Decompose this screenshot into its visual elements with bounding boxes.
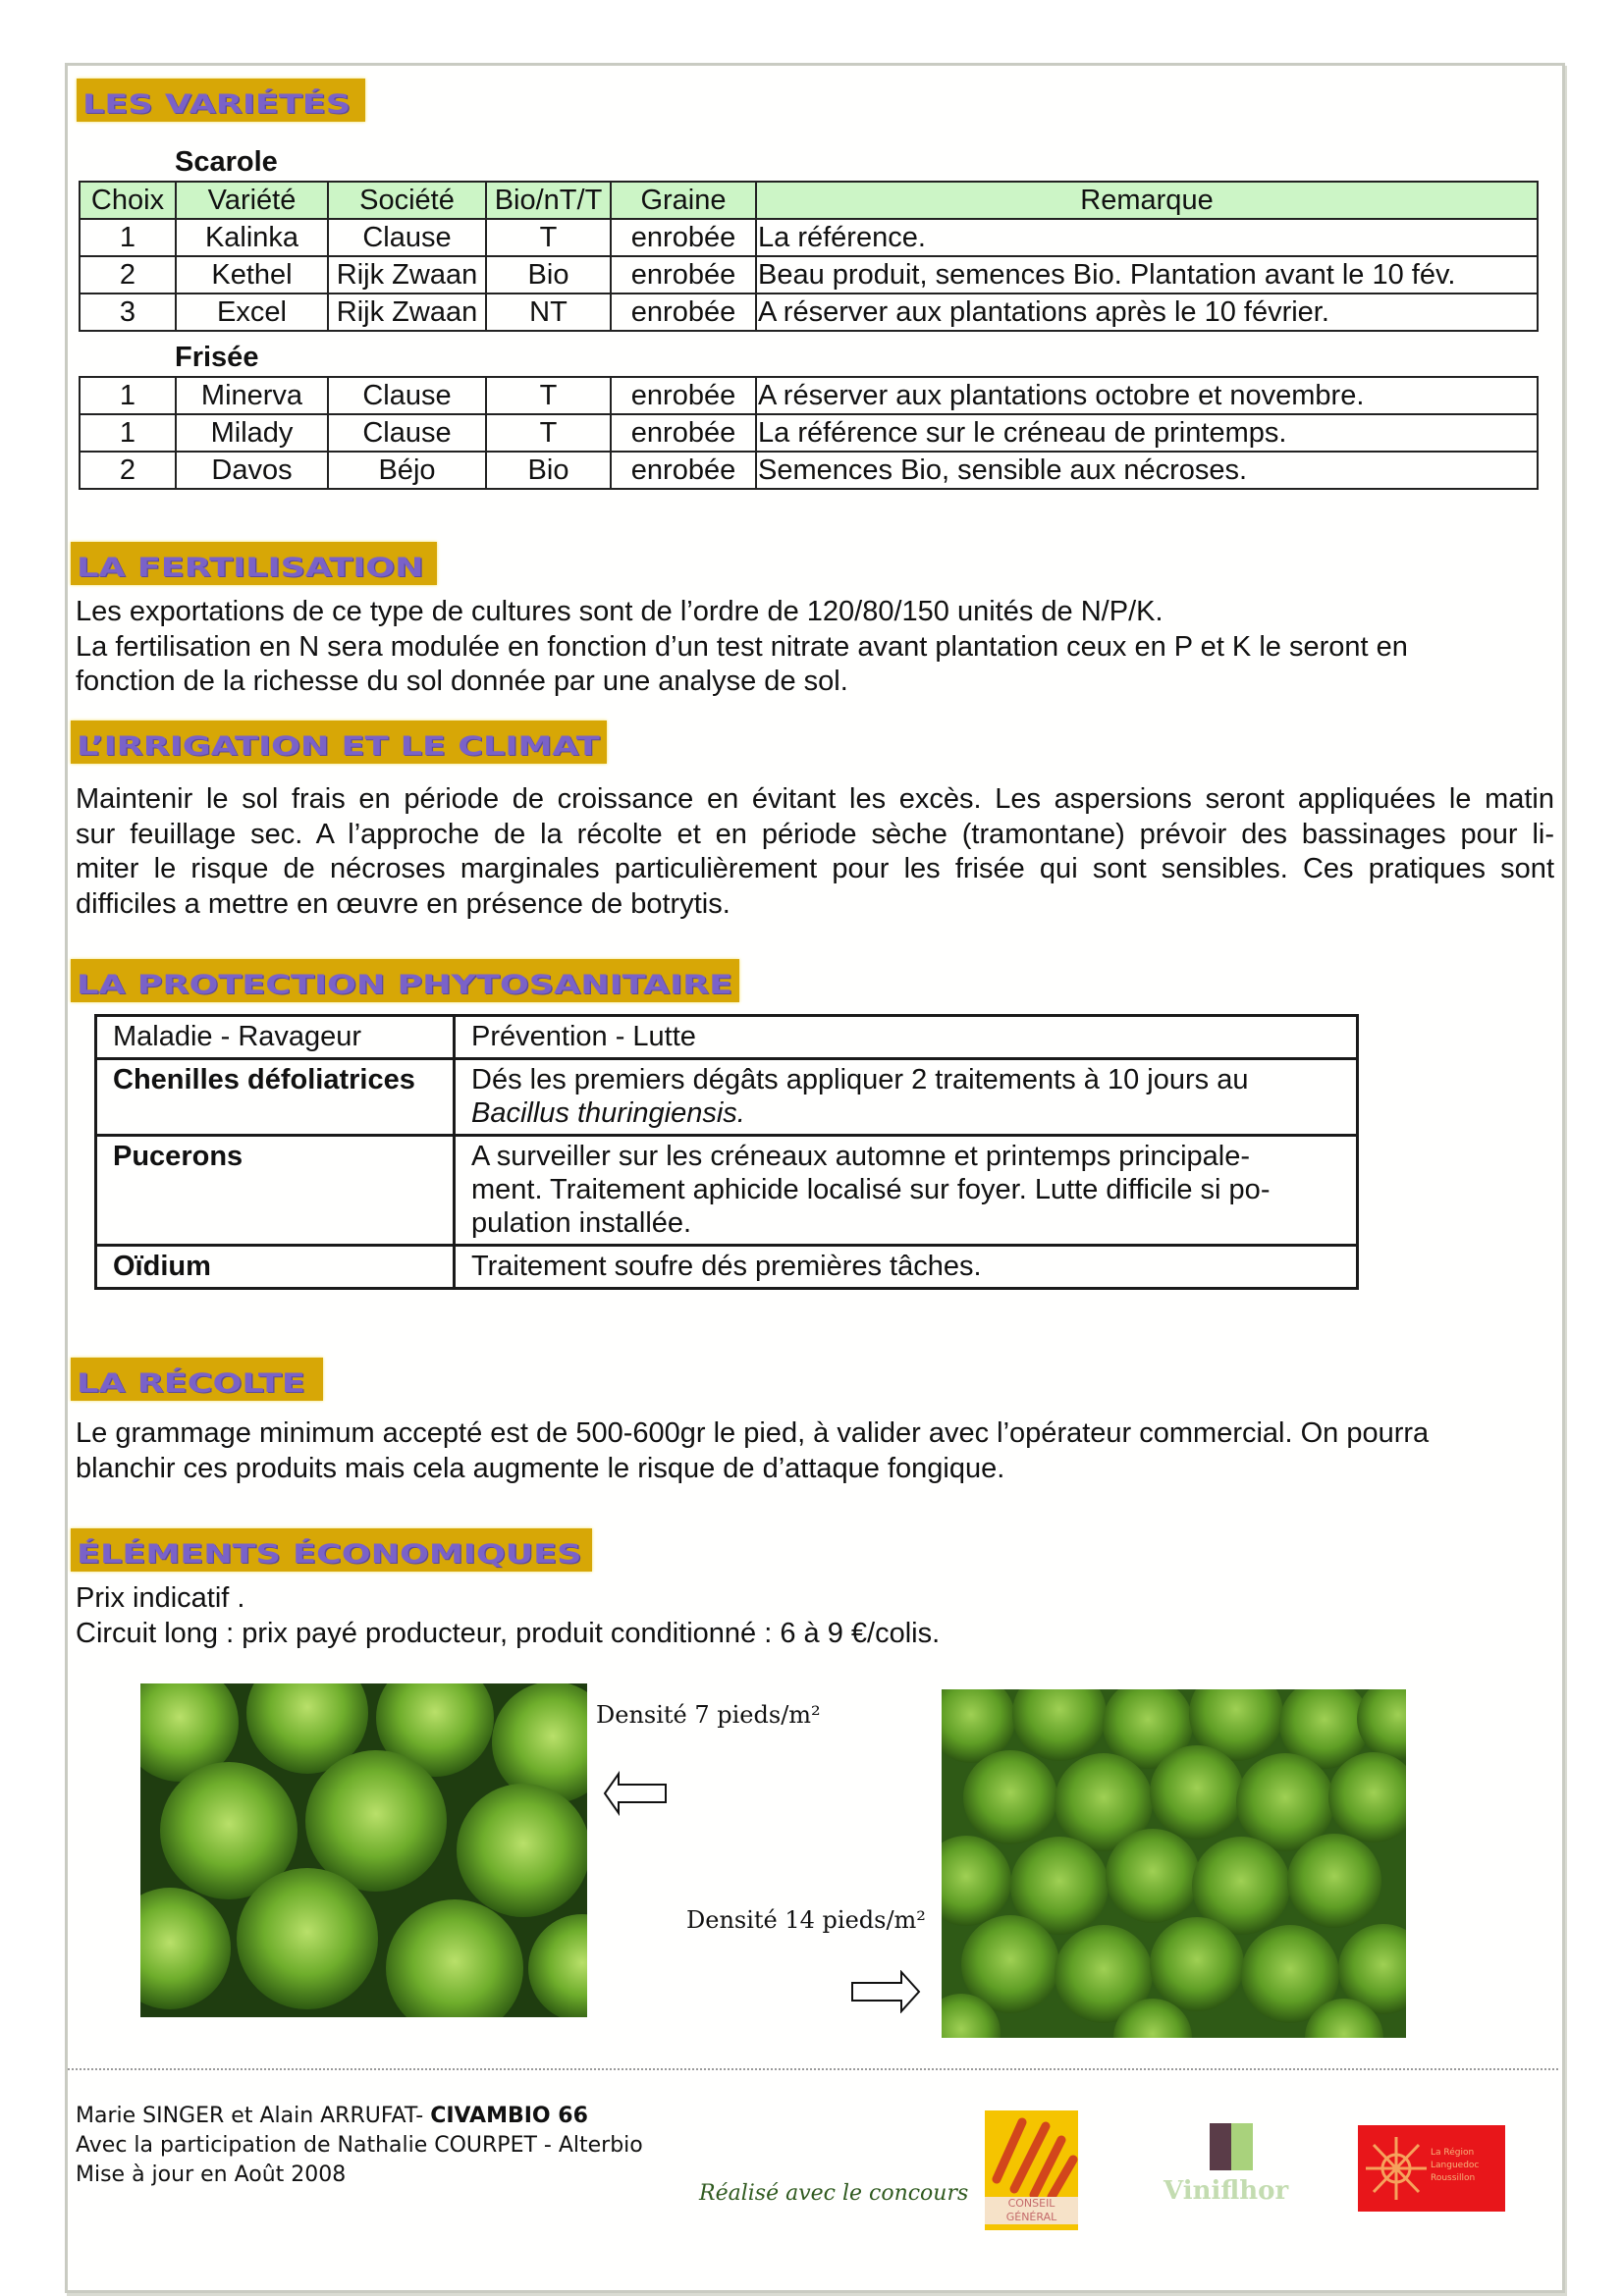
- col-header-choix: Choix: [80, 182, 176, 219]
- text-line: difficiles a mettre en œuvre en présence de botrytis.: [76, 887, 730, 920]
- logo-conseil-text: CONSEIL GÉNÉRAL: [985, 2197, 1078, 2224]
- table-row: [80, 294, 1538, 331]
- logo-viniflhor-mark: [1210, 2123, 1255, 2174]
- cell-choix: 2: [80, 256, 176, 294]
- footer-concours: Réalisé avec le concours: [699, 2181, 969, 2206]
- table-row: [80, 256, 1538, 294]
- col-header-treatment: Prévention - Lutte: [455, 1016, 1358, 1059]
- cell-choix: 2: [80, 452, 176, 489]
- section-header-economie: [71, 1528, 592, 1572]
- section-title-irrigation: L’IRRIGATION ET LE CLIMAT: [77, 731, 600, 762]
- cell-pest: Chenilles défoliatrices: [96, 1059, 455, 1136]
- cell-graine: enrobée: [611, 256, 756, 294]
- cell-graine: enrobée: [611, 219, 756, 256]
- section-title-fertilisation: LA FERTILISATION: [77, 553, 424, 583]
- fertilisation-text: [76, 595, 1408, 700]
- section-header-fertilisation: [71, 542, 437, 585]
- cell-bio: T: [486, 377, 611, 414]
- cell-graine: enrobée: [611, 377, 756, 414]
- col-header-bio: Bio/nT/T: [486, 182, 611, 219]
- col-header-societe: Société: [328, 182, 486, 219]
- lettuce-photo-right-graphic: [942, 1689, 1406, 2038]
- table-row: [80, 452, 1538, 489]
- cell-choix: 3: [80, 294, 176, 331]
- cell-variete: Excel: [176, 294, 328, 331]
- logo-viniflhor-text: Viniflhor: [1163, 2176, 1289, 2206]
- cell-treatment: Traitement soufre dés premières tâches.: [455, 1246, 1358, 1289]
- cell-pest: Pucerons: [96, 1136, 455, 1246]
- text-line: Prix indicatif .: [76, 1582, 245, 1614]
- cell-choix: 1: [80, 219, 176, 256]
- cell-graine: enrobée: [611, 294, 756, 331]
- text-line: blanchir ces produits mais cela augmente le risque de d’attaque fongique.: [76, 1452, 1005, 1484]
- footer-credits: [76, 2102, 643, 2190]
- cell-remarque: Beau produit, semences Bio. Plantation avant le 10 fév.: [756, 256, 1538, 294]
- text-line: fonction de la richesse du sol donnée par une analyse de sol.: [76, 666, 848, 697]
- col-header-variete: Variété: [176, 182, 328, 219]
- col-header-graine: Graine: [611, 182, 756, 219]
- text-line: La fertilisation en N sera modulée en fonction d’un test nitrate avant plantation ceux en P et K le seront en: [76, 630, 1408, 663]
- arrow-right-icon: [850, 1970, 921, 2013]
- section-header-varietes: [77, 79, 365, 122]
- caption-density-7: Densité 7 pieds/m²: [596, 1701, 821, 1729]
- cell-variete: Kethel: [176, 256, 328, 294]
- caption-density-14: Densité 14 pieds/m²: [686, 1906, 926, 1934]
- text-line: Maintenir le sol frais en période de croissance en évitant les excès. Les aspersions seront appliquées le matin: [76, 783, 1554, 815]
- cell-remarque: A réserver aux plantations octobre et novembre.: [756, 377, 1538, 414]
- treatment-line: pulation installée.: [471, 1207, 692, 1239]
- cell-societe: Rijk Zwaan: [328, 256, 486, 294]
- logo-region: [1358, 2125, 1505, 2212]
- treatment-line: ment. Traitement aphicide localisé sur foyer. Lutte difficile si po-: [471, 1174, 1271, 1205]
- section-title-protection: LA PROTECTION PHYTOSANITAIRE: [77, 970, 733, 1000]
- cell-graine: enrobée: [611, 414, 756, 452]
- cell-pest: Oïdium: [96, 1246, 455, 1289]
- cell-remarque: A réserver aux plantations après le 10 février.: [756, 294, 1538, 331]
- cell-bio: Bio: [486, 452, 611, 489]
- cell-remarque: La référence sur le créneau de printemps.: [756, 414, 1538, 452]
- section-header-protection: [71, 959, 739, 1002]
- cell-societe: Clause: [328, 414, 486, 452]
- cell-societe: Clause: [328, 219, 486, 256]
- table-row: [96, 1136, 1358, 1246]
- cell-bio: NT: [486, 294, 611, 331]
- conseil-stripes-icon: [985, 2110, 1078, 2199]
- viniflhor-green-block: [1231, 2123, 1253, 2170]
- table-row: [80, 219, 1538, 256]
- cell-bio: T: [486, 219, 611, 256]
- recolte-text: [76, 1416, 1429, 1486]
- col-header-remarque: Remarque: [756, 182, 1538, 219]
- cell-choix: 1: [80, 414, 176, 452]
- section-title-recolte: LA RÉCOLTE: [77, 1368, 305, 1399]
- treatment-italic: Bacillus thuringiensis.: [471, 1097, 745, 1129]
- lettuce-photo-low-density: [140, 1683, 587, 2017]
- section-header-recolte: [71, 1358, 323, 1401]
- table-row: [80, 377, 1538, 414]
- text-line: Le grammage minimum accepté est de 500-600gr le pied, à valider avec l’opérateur commercial. On pourra: [76, 1417, 1430, 1449]
- table-row: [96, 1246, 1358, 1289]
- text-line: Circuit long : prix payé producteur, produit conditionné : 6 à 9 €/colis.: [76, 1617, 941, 1649]
- lettuce-photo-left-graphic: [140, 1683, 587, 2017]
- cell-variete: Kalinka: [176, 219, 328, 256]
- arrow-left-icon: [603, 1770, 670, 1817]
- irrigation-text: [76, 782, 1554, 922]
- treatment-line: A surveiller sur les créneaux automne et printemps principale-: [471, 1141, 1251, 1172]
- footer-org: CIVAMBIO 66: [430, 2104, 588, 2128]
- cell-remarque: Semences Bio, sensible aux nécroses.: [756, 452, 1538, 489]
- table-row: [96, 1059, 1358, 1136]
- logo-conseil-general: [985, 2110, 1078, 2230]
- cell-treatment: [455, 1136, 1358, 1246]
- logo-region-text: La Région Languedoc Roussillon: [1431, 2148, 1480, 2183]
- footer-updated: Mise à jour en Août 2008: [76, 2163, 347, 2187]
- footer-authors-line: [76, 2102, 643, 2131]
- cell-societe: Béjo: [328, 452, 486, 489]
- section-title-economie: ÉLÉMENTS ÉCONOMIQUES: [77, 1539, 582, 1570]
- varieties-table-frisee: [79, 376, 1539, 490]
- cell-graine: enrobée: [611, 452, 756, 489]
- cell-societe: Clause: [328, 377, 486, 414]
- text-line: miter le risque de nécroses marginales particulièrement pour les frisée qui sont sensibles. Ces pratiques sont: [76, 853, 1554, 884]
- group-title-scarole: Scarole: [175, 146, 278, 178]
- section-header-irrigation: [71, 721, 607, 764]
- lettuce-photo-high-density: [942, 1689, 1406, 2038]
- footer-separator: [68, 2068, 1558, 2070]
- cell-variete: Minerva: [176, 377, 328, 414]
- cell-bio: Bio: [486, 256, 611, 294]
- cell-variete: Milady: [176, 414, 328, 452]
- text-line: sur feuillage sec. A l’approche de la récolte et en période sèche (tramontane) prévoir des bassinages pour li-: [76, 818, 1554, 850]
- footer-authors: Marie SINGER et Alain ARRUFAT-: [76, 2104, 431, 2128]
- group-title-frisee: Frisée: [175, 342, 259, 373]
- table-header-row: [80, 182, 1538, 219]
- cell-bio: T: [486, 414, 611, 452]
- phyto-table: [94, 1014, 1359, 1290]
- cell-choix: 1: [80, 377, 176, 414]
- treatment-text: Dés les premiers dégâts appliquer 2 traitements à 10 jours au: [471, 1064, 1249, 1095]
- cell-societe: Rijk Zwaan: [328, 294, 486, 331]
- col-header-pest: Maladie - Ravageur: [96, 1016, 455, 1059]
- section-title-varietes: LES VARIÉTÉS: [82, 89, 352, 120]
- region-cross-icon: [1366, 2137, 1427, 2200]
- text-line: Les exportations de ce type de cultures sont de l’ordre de 120/80/150 unités de N/P/K.: [76, 596, 1163, 627]
- viniflhor-dark-block: [1210, 2123, 1233, 2170]
- cell-treatment: [455, 1059, 1358, 1136]
- economie-text: [76, 1581, 940, 1651]
- table-header-row: [96, 1016, 1358, 1059]
- table-row: [80, 414, 1538, 452]
- cell-variete: Davos: [176, 452, 328, 489]
- footer-participation: Avec la participation de Nathalie COURPET - Alterbio: [76, 2133, 643, 2158]
- varieties-table-scarole: [79, 181, 1539, 332]
- cell-remarque: La référence.: [756, 219, 1538, 256]
